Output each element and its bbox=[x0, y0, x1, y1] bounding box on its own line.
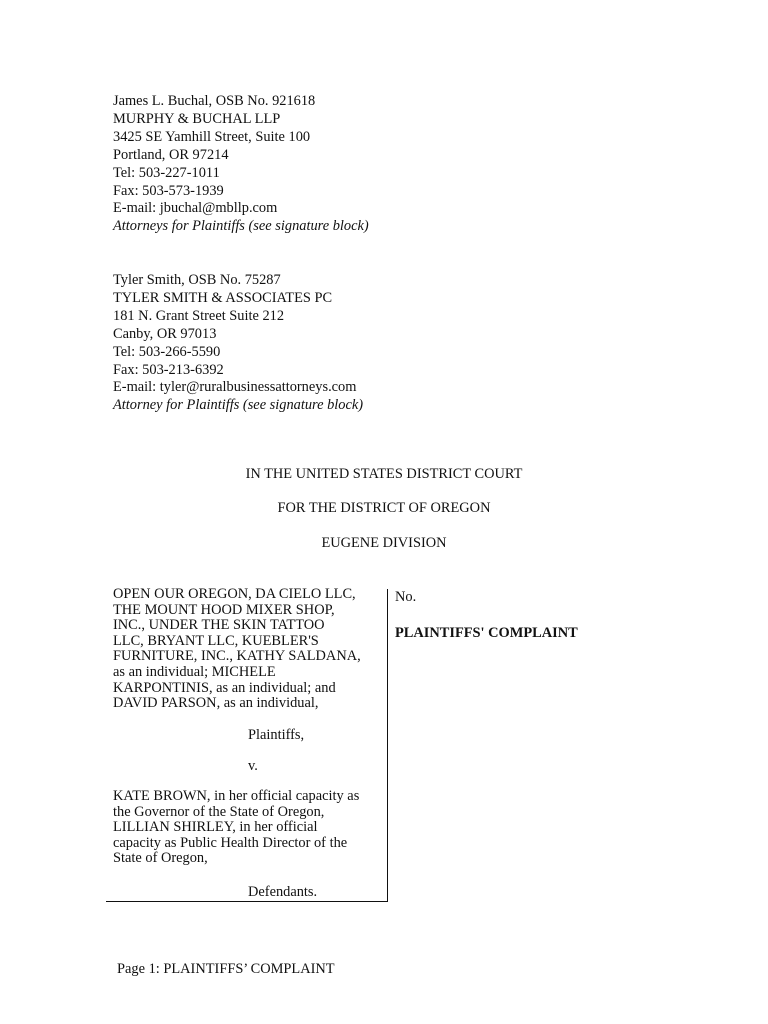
counsel-1-line-6: Fax: 503-573-1939 bbox=[113, 182, 224, 199]
counsel-2-line-3: 181 N. Grant Street Suite 212 bbox=[113, 307, 285, 324]
case-number-label: No. bbox=[395, 589, 417, 605]
counsel-1-line-4: Portland, OR 97214 bbox=[113, 146, 229, 163]
caption-vertical-rule bbox=[387, 589, 388, 902]
counsel-2-line-5: Tel: 503-266-5590 bbox=[113, 343, 221, 360]
counsel-2-line-6: Fax: 503-213-6392 bbox=[113, 361, 224, 378]
counsel-2-line-1: Tyler Smith, OSB No. 75287 bbox=[113, 272, 281, 288]
caption-bottom-rule bbox=[106, 901, 388, 902]
counsel-1-line-5: Tel: 503-227-1011 bbox=[113, 164, 220, 181]
counsel-2-line-2: TYLER SMITH & ASSOCIATES PC bbox=[113, 289, 333, 306]
counsel-1-role: Attorneys for Plaintiffs (see signature block) bbox=[113, 218, 369, 235]
plaintiffs-label: Plaintiffs, bbox=[248, 727, 305, 743]
defendants-names: KATE BROWN, in her official capacity as the Governor of the State of Oregon, LILLIAN SHIRLEY, in her official capacity as Public Health Director of the State of Oregon, bbox=[113, 788, 360, 867]
counsel-1-line-3: 3425 SE Yamhill Street, Suite 100 bbox=[113, 128, 311, 145]
plaintiffs-names: OPEN OUR OREGON, DA CIELO LLC, THE MOUNT HOOD MIXER SHOP, INC., UNDER THE SKIN TATTOO LLC, BRYANT LLC, KUEBLER'S FURNITURE, INC., KATHY SALDANA, as an individual; MICHELE KARPONTINIS, as an individual; and DAVID PARSON, as an individual, bbox=[113, 586, 361, 712]
caption-parties bbox=[113, 587, 378, 712]
counsel-block-2 bbox=[113, 272, 363, 415]
counsel-1-line-1: James L. Buchal, OSB No. 921618 bbox=[113, 93, 316, 109]
counsel-2-line-7: E-mail: tyler@ruralbusinessattorneys.com bbox=[113, 379, 357, 396]
counsel-1-line-2: MURPHY & BUCHAL LLP bbox=[113, 110, 281, 127]
versus-label: v. bbox=[248, 758, 258, 774]
court-name: IN THE UNITED STATES DISTRICT COURT bbox=[245, 466, 523, 482]
court-division: EUGENE DIVISION bbox=[321, 535, 447, 551]
caption-defendants bbox=[113, 789, 378, 867]
document-title: PLAINTIFFS' COMPLAINT bbox=[395, 625, 578, 641]
counsel-2-role: Attorney for Plaintiffs (see signature block) bbox=[113, 397, 364, 414]
court-district: FOR THE DISTRICT OF OREGON bbox=[277, 500, 491, 516]
counsel-1-line-7: E-mail: jbuchal@mbllp.com bbox=[113, 200, 278, 217]
counsel-block-1 bbox=[113, 93, 369, 236]
defendants-label: Defendants. bbox=[248, 884, 318, 900]
page-footer: Page 1: PLAINTIFFS’ COMPLAINT bbox=[117, 961, 335, 977]
counsel-2-line-4: Canby, OR 97013 bbox=[113, 325, 217, 342]
